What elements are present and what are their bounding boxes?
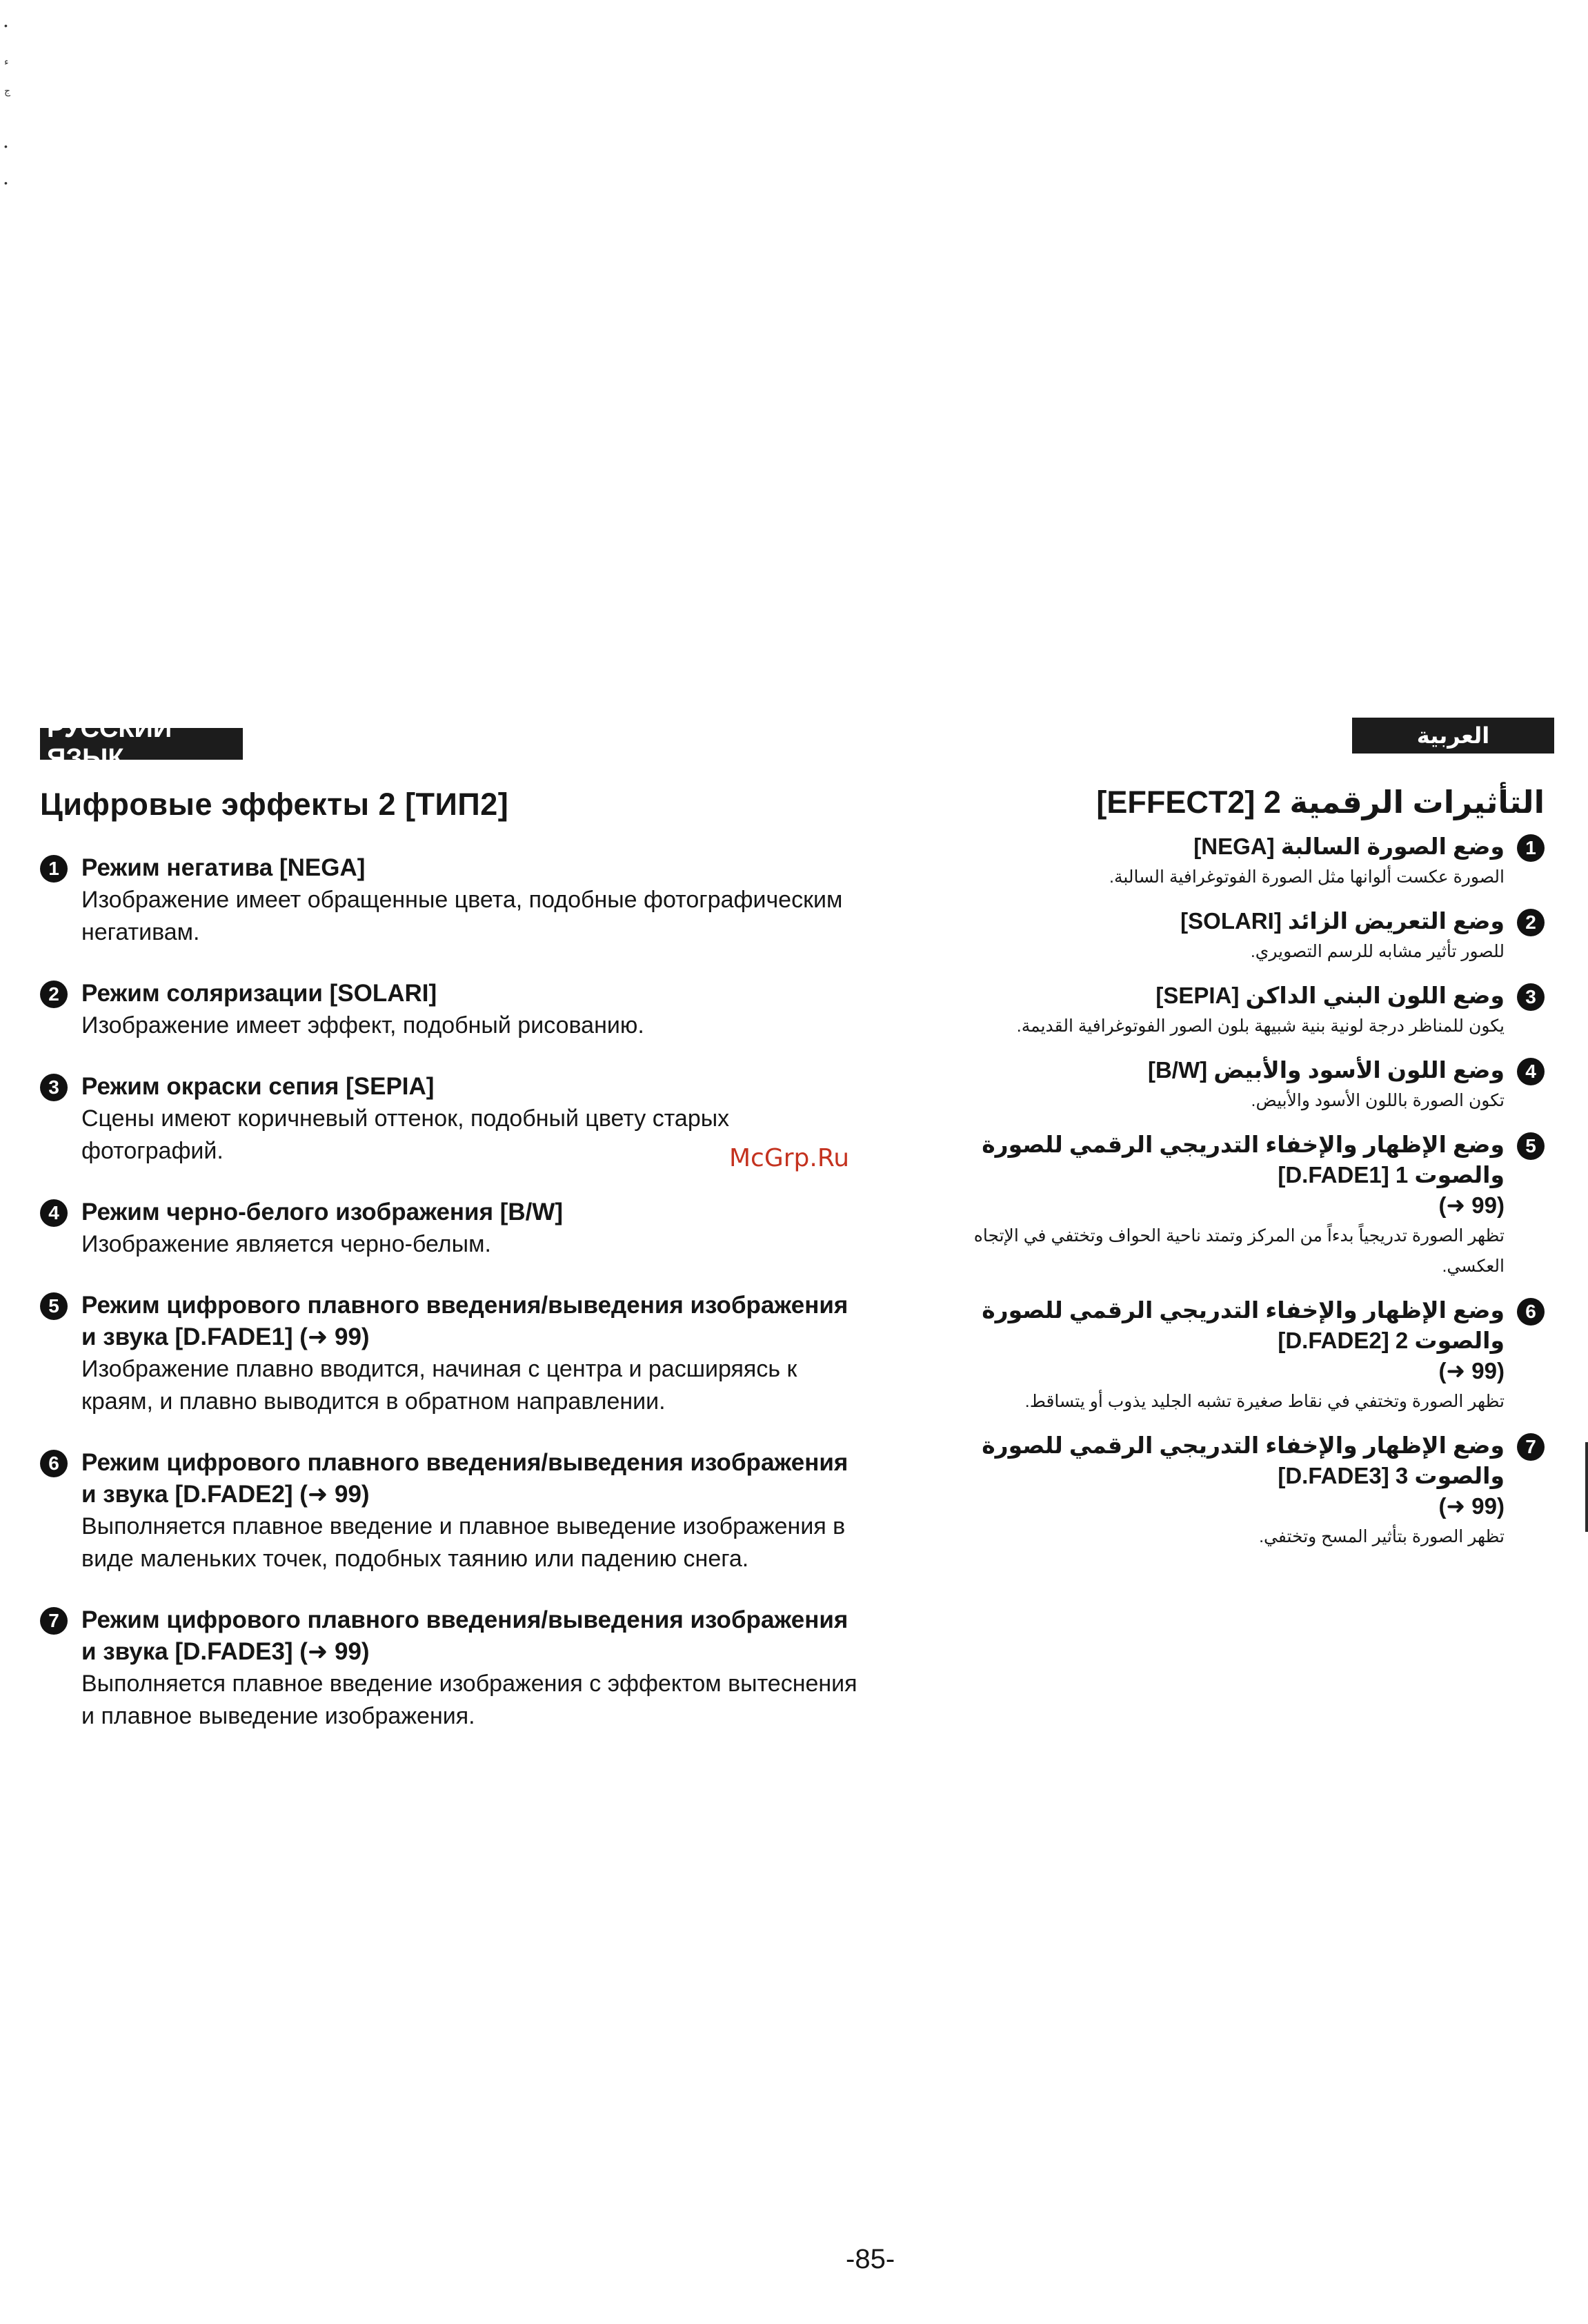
number-badge: 6	[40, 1450, 68, 1477]
list-item	[911, 906, 1545, 967]
russian-language-label: РУССКИЙ ЯЗЫК	[40, 728, 243, 760]
item-description: الصورة عكست ألوانها مثل الصورة الفوتوغرافية السالبة.	[1109, 867, 1505, 887]
number-badge: 7	[1517, 1433, 1545, 1461]
item-description: تظهر الصورة تدريجياً بدءاً من المركز وتمتد ناحية الحواف وتختفي في الإتجاه العكسي.	[973, 1226, 1505, 1276]
scan-mark: •	[4, 141, 8, 152]
number-badge: 2	[40, 981, 68, 1008]
item-heading: وضع اللون البني الداكن [SEPIA]	[1155, 983, 1505, 1008]
list-item	[40, 1197, 861, 1261]
item-heading: وضع الصورة السالبة [NEGA]	[1193, 834, 1505, 859]
number-badge: 4	[1517, 1058, 1545, 1085]
page-reference: (➜ 99)	[1438, 1493, 1505, 1519]
list-item	[40, 852, 861, 949]
list-item	[40, 1604, 861, 1733]
arabic-page-title: التأثيرات الرقمية 2 [EFFECT2]	[1096, 785, 1545, 820]
page-number: -85-	[846, 2244, 895, 2274]
item-description: Изображение является черно-белым.	[81, 1231, 491, 1257]
item-description: تظهر الصورة بتأثير المسح وتختفي.	[1259, 1527, 1505, 1546]
item-heading: وضع الإظهار والإخفاء التدريجي الرقمي للصورة والصوت 3 [D.FADE3]	[982, 1432, 1505, 1488]
list-item	[911, 981, 1545, 1041]
russian-effects-list	[40, 852, 861, 1762]
item-heading: Режим негатива [NEGA]	[81, 854, 366, 881]
scan-mark: ء	[4, 56, 9, 67]
number-badge: 5	[40, 1292, 68, 1320]
number-badge: 1	[40, 855, 68, 883]
scan-edge-line	[1585, 1442, 1588, 1532]
item-description: Изображение плавно вводится, начиная с центра и расширяясь к краям, и плавно выводится в обратном направлении.	[81, 1356, 797, 1415]
number-badge: 2	[1517, 909, 1545, 936]
list-item	[40, 1290, 861, 1418]
item-heading: وضع اللون الأسود والأبيض [B/W]	[1147, 1057, 1505, 1083]
list-item	[911, 831, 1545, 892]
item-description: Выполняется плавное введение изображения с эффектом вытеснения и плавное выведение изображения.	[81, 1671, 857, 1729]
scan-mark: •	[4, 20, 8, 31]
item-heading: وضع التعريض الزائد [SOLARI]	[1180, 908, 1505, 934]
list-item	[911, 1430, 1545, 1552]
number-badge: 5	[1517, 1132, 1545, 1160]
item-heading: Режим цифрового плавного введения/выведения изображения и звука [D.FADE1] (➜ 99)	[81, 1292, 848, 1350]
item-heading: Режим черно-белого изображения [B/W]	[81, 1199, 564, 1225]
item-description: تكون الصورة باللون الأسود والأبيض.	[1251, 1091, 1505, 1110]
russian-page-title: Цифровые эффекты 2 [ТИП2]	[40, 787, 509, 822]
number-badge: 3	[40, 1074, 68, 1101]
list-item	[911, 1130, 1545, 1281]
item-description: Изображение имеет обращенные цвета, подобные фотографическим негативам.	[81, 887, 843, 945]
number-badge: 4	[40, 1199, 68, 1227]
item-heading: Режим соляризации [SOLARI]	[81, 980, 437, 1007]
arabic-language-label: العربية	[1352, 718, 1554, 754]
list-item	[40, 978, 861, 1042]
number-badge: 3	[1517, 983, 1545, 1011]
number-badge: 1	[1517, 834, 1545, 862]
item-heading: Режим окраски сепия [SEPIA]	[81, 1073, 435, 1100]
item-heading: Режим цифрового плавного введения/выведения изображения и звука [D.FADE2] (➜ 99)	[81, 1449, 848, 1508]
item-description: Сцены имеют коричневый оттенок, подобный цвету старых фотографий.	[81, 1105, 730, 1164]
item-description: للصور تأثير مشابه للرسم التصويري.	[1250, 942, 1505, 961]
item-description: Изображение имеет эффект, подобный рисованию.	[81, 1012, 644, 1038]
item-description: Выполняется плавное введение и плавное выведение изображения в виде маленьких точек, подобных таянию или падению снега.	[81, 1513, 846, 1572]
item-heading: Режим цифрового плавного введения/выведения изображения и звука [D.FADE3] (➜ 99)	[81, 1606, 848, 1665]
list-item	[911, 1055, 1545, 1116]
page-reference: (➜ 99)	[1438, 1358, 1505, 1383]
list-item	[911, 1295, 1545, 1417]
item-heading: وضع الإظهار والإخفاء التدريجي الرقمي للصورة والصوت 1 [D.FADE1]	[982, 1132, 1505, 1188]
scan-mark: ج	[4, 85, 11, 96]
arabic-effects-list	[911, 831, 1545, 1566]
item-description: تظهر الصورة وتختفي في نقاط صغيرة تشبه الجليد يذوب أو يتساقط.	[1024, 1392, 1505, 1411]
number-badge: 7	[40, 1607, 68, 1635]
item-description: يكون للمناظر درجة لونية بنية شبيهة بلون الصور الفوتوغرافية القديمة.	[1016, 1016, 1505, 1036]
page-reference: (➜ 99)	[1438, 1192, 1505, 1218]
item-heading: وضع الإظهار والإخفاء التدريجي الرقمي للصورة والصوت 2 [D.FADE2]	[982, 1297, 1505, 1353]
watermark: McGrp.Ru	[729, 1144, 850, 1172]
number-badge: 6	[1517, 1298, 1545, 1326]
list-item	[40, 1447, 861, 1575]
scan-mark: •	[4, 177, 8, 188]
